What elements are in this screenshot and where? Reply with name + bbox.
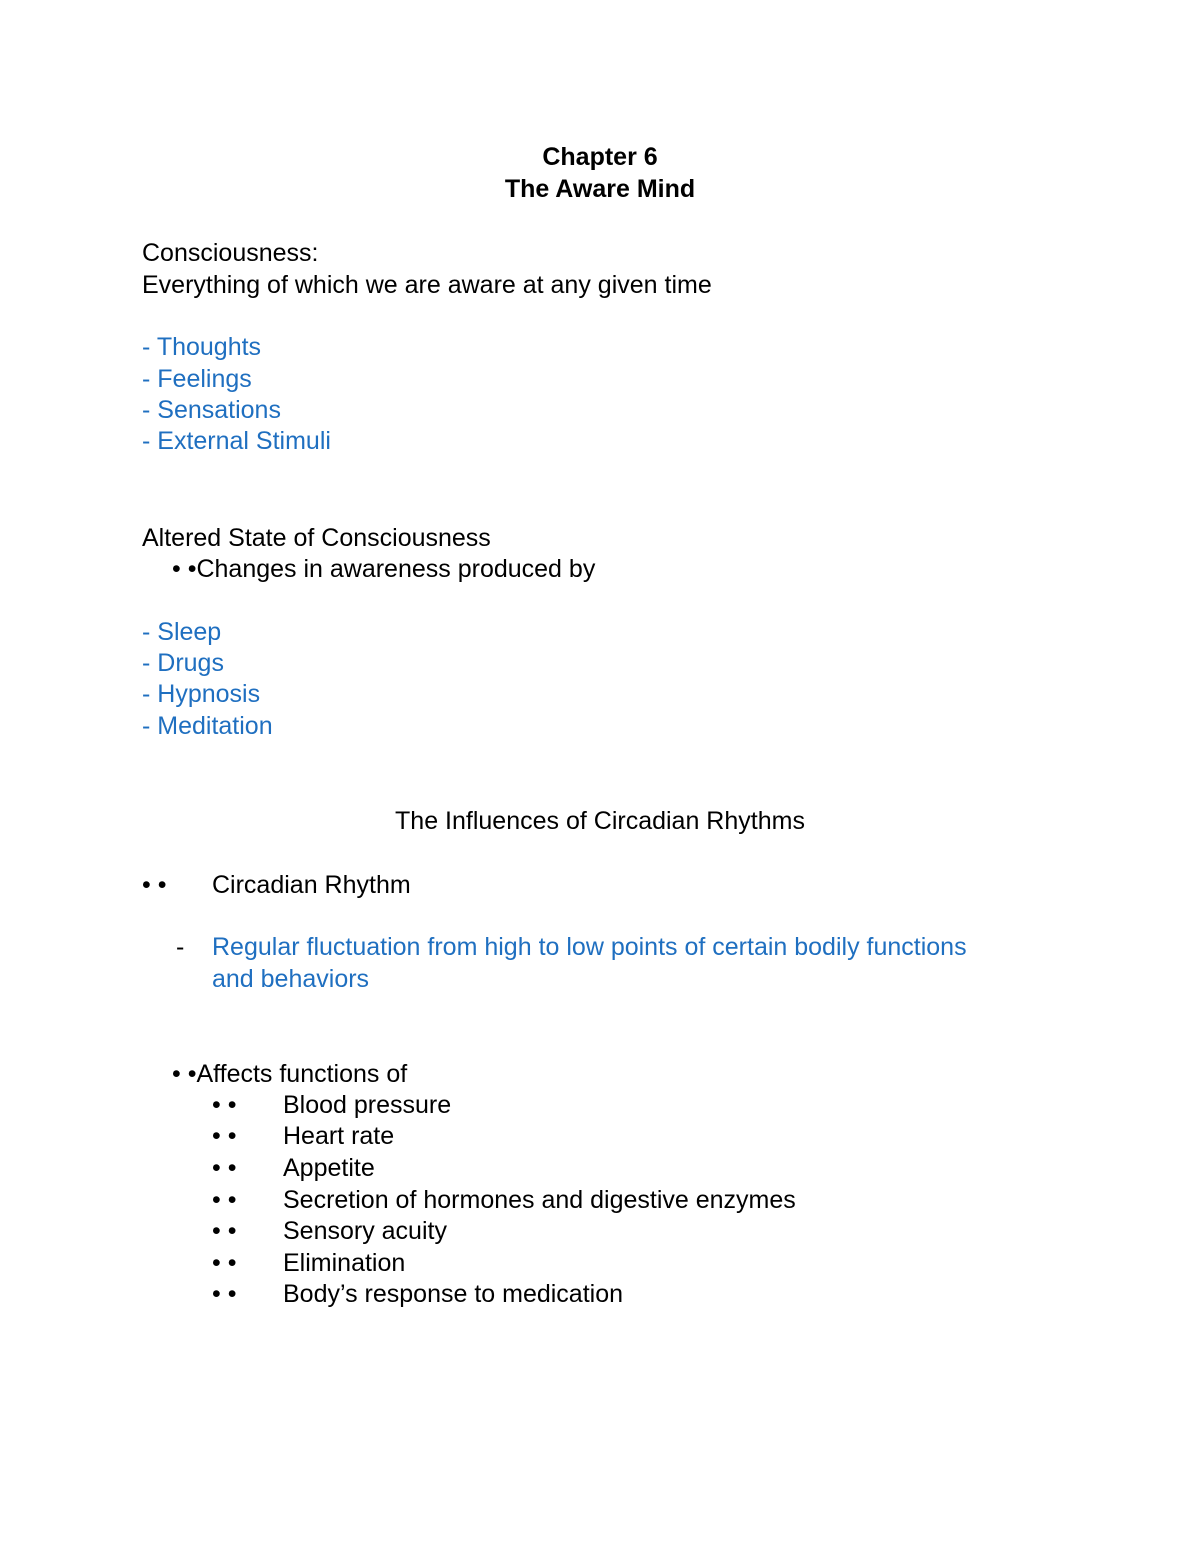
function-bullet: • • xyxy=(212,1217,237,1245)
chapter-title: The Aware Mind xyxy=(504,175,696,203)
circadian-definition-dash: - xyxy=(176,933,185,961)
circadian-term-bullet: • • xyxy=(142,871,167,899)
function-bullet: • • xyxy=(212,1249,237,1277)
function-bullet: • • xyxy=(212,1091,237,1119)
altered-state-heading: Altered State of Consciousness xyxy=(142,524,491,552)
consciousness-item-thoughts: - Thoughts xyxy=(142,333,262,361)
altered-state-bullet: • •Changes in awareness produced by xyxy=(172,555,596,583)
circadian-definition-line2: and behaviors xyxy=(212,965,370,993)
circadian-term: Circadian Rhythm xyxy=(212,871,411,899)
function-bullet: • • xyxy=(212,1280,237,1308)
function-item-sensory-acuity: Sensory acuity xyxy=(283,1217,447,1245)
altered-item-drugs: - Drugs xyxy=(142,649,224,677)
function-bullet: • • xyxy=(212,1122,237,1150)
function-item-secretion: Secretion of hormones and digestive enzymes xyxy=(283,1186,796,1214)
consciousness-item-sensations: - Sensations xyxy=(142,396,281,424)
function-bullet: • • xyxy=(212,1154,237,1182)
consciousness-item-feelings: - Feelings xyxy=(142,365,252,393)
altered-item-hypnosis: - Hypnosis xyxy=(142,680,261,708)
consciousness-definition: Everything of which we are aware at any given time xyxy=(142,271,712,299)
function-item-blood-pressure: Blood pressure xyxy=(283,1091,452,1119)
consciousness-item-external-stimuli: - External Stimuli xyxy=(142,427,331,455)
altered-item-sleep: - Sleep xyxy=(142,618,222,646)
circadian-definition-line1: Regular fluctuation from high to low points of certain bodily functions xyxy=(212,933,967,961)
altered-item-meditation: - Meditation xyxy=(142,712,273,740)
function-item-elimination: Elimination xyxy=(283,1249,406,1277)
chapter-number: Chapter 6 xyxy=(542,143,658,171)
function-item-heart-rate: Heart rate xyxy=(283,1122,395,1150)
affects-heading: • •Affects functions of xyxy=(172,1060,408,1088)
function-item-appetite: Appetite xyxy=(283,1154,375,1182)
consciousness-term: Consciousness: xyxy=(142,239,319,267)
circadian-heading: The Influences of Circadian Rhythms xyxy=(395,807,805,835)
function-item-medication-response: Body’s response to medication xyxy=(283,1280,624,1308)
function-bullet: • • xyxy=(212,1186,237,1214)
